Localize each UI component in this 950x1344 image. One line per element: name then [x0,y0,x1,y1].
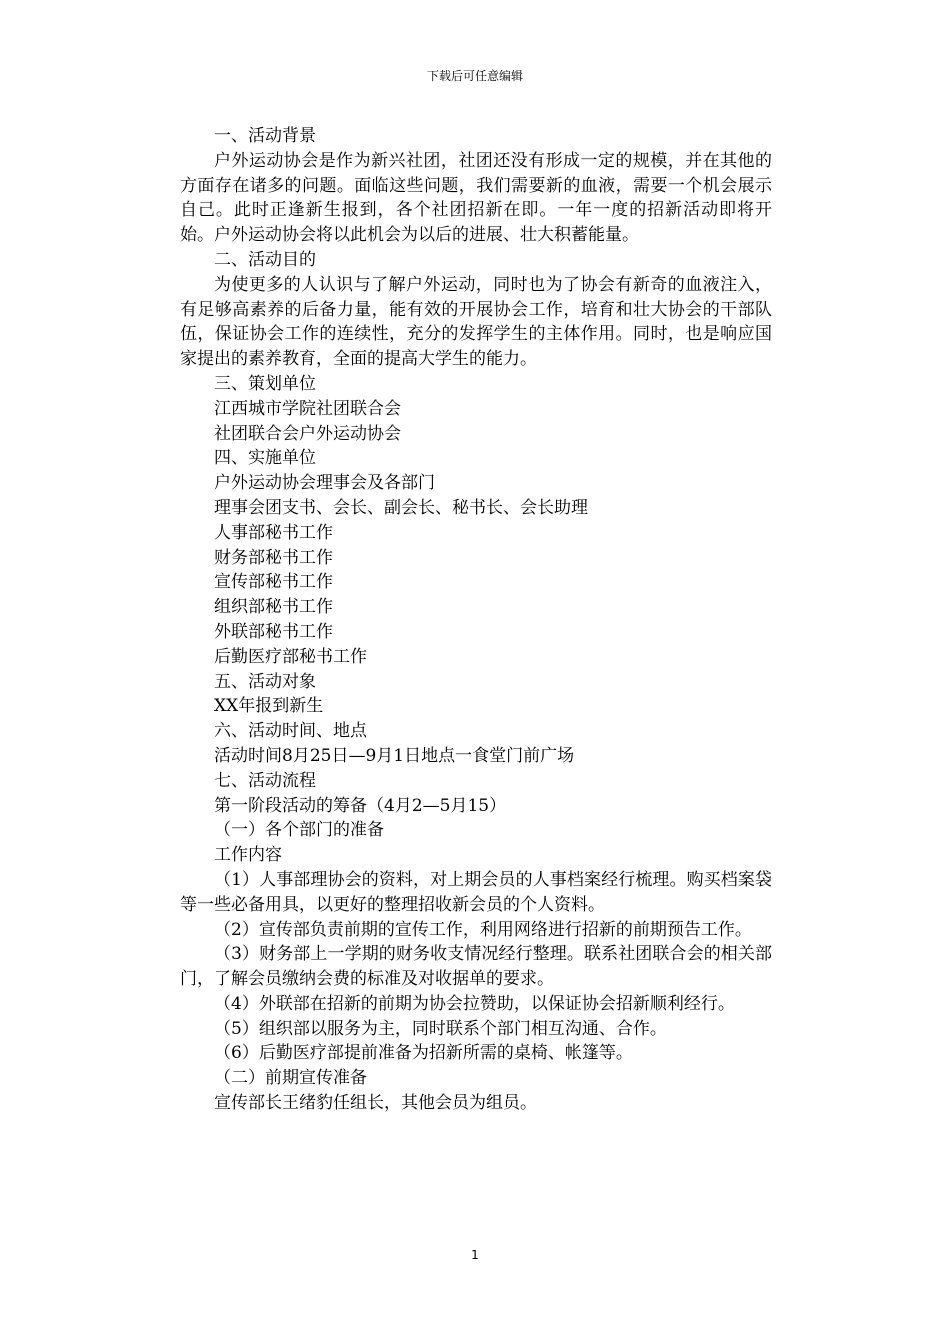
paragraph: 宣传部秘书工作 [214,572,333,593]
paragraph: 六、活动时间、地点 [214,721,367,742]
paragraph: 宣传部长王绪豹任组长，其他会员为组员。 [214,1093,537,1114]
paragraph: （6）后勤医疗部提前准备为招新所需的桌椅、帐篷等。 [214,1043,633,1064]
paragraph: 第一阶段活动的筹备（4月2—5月15） [214,795,507,816]
paragraph: （4）外联部在招新的前期为协会拉赞助，以保证协会招新顺利经行。 [214,993,735,1014]
page-header: 下载后可任意编辑 [426,69,523,83]
paragraph: （3）财务部上一学期的财务收支情况经行整理。联系社团联合会的相关部门，了解会员缴纳会费的标准及对收据单的要求。 [180,944,772,990]
paragraph: （一）各个部门的准备 [214,820,384,841]
paragraph: 二、活动目的 [214,249,316,270]
paragraph: 三、策划单位 [214,373,316,394]
paragraph: 江西城市学院社团联合会 [214,398,401,419]
paragraph: （5）组织部以服务为主，同时联系个部门相互沟通、合作。 [214,1018,667,1039]
paragraph: 为使更多的人认识与了解户外运动，同时也为了协会有新奇的血液注入，有足够高素养的后备力量，能有效的开展协会工作，培育和壮大协会的干部队伍，保证协会工作的连续性，充分的发挥学生的主体作用。同时，也是响应国家提出的素养教育，全面的提高大学生的能力。 [180,274,772,370]
paragraph: 户外运动协会是作为新兴社团，社团还没有形成一定的规模，并在其他的方面存在诸多的问题。面临这些问题，我们需要新的血液，需要一个机会展示自己。此时正逢新生报到，各个社团招新在即。一年一度的招新活动即将开始。户外运动协会将以此机会为以后的进展、壮大积蓄能量。 [180,150,772,246]
paragraph: XX年报到新生 [214,696,324,717]
document-body [180,124,772,1116]
paragraph: 财务部秘书工作 [214,547,333,568]
paragraph: 四、实施单位 [214,448,316,469]
paragraph: 工作内容 [214,845,282,866]
paragraph: 组织部秘书工作 [214,597,333,618]
paragraph: 理事会团支书、会长、副会长、秘书长、会长助理 [214,497,588,518]
paragraph: 社团联合会户外运动协会 [214,423,401,444]
paragraph: 一、活动背景 [214,126,316,146]
paragraph: 七、活动流程 [214,770,316,791]
paragraph: （1）人事部理协会的资料，对上期会员的人事档案经行梳理。购买档案袋等一些必备用具，以更好的整理招收新会员的个人资料。 [180,869,772,915]
paragraph: 活动时间8月25日—9月1日地点一食堂门前广场 [214,745,575,766]
paragraph: （2）宣传部负责前期的宣传工作，利用网络进行招新的前期预告工作。 [214,919,752,940]
paragraph: 外联部秘书工作 [214,621,333,642]
paragraph: （二）前期宣传准备 [214,1068,367,1089]
paragraph: 五、活动对象 [214,671,316,692]
paragraph: 户外运动协会理事会及各部门 [214,473,435,494]
page-number: 1 [471,1248,479,1262]
paragraph: 后勤医疗部秘书工作 [214,646,367,667]
paragraph: 人事部秘书工作 [214,522,333,543]
